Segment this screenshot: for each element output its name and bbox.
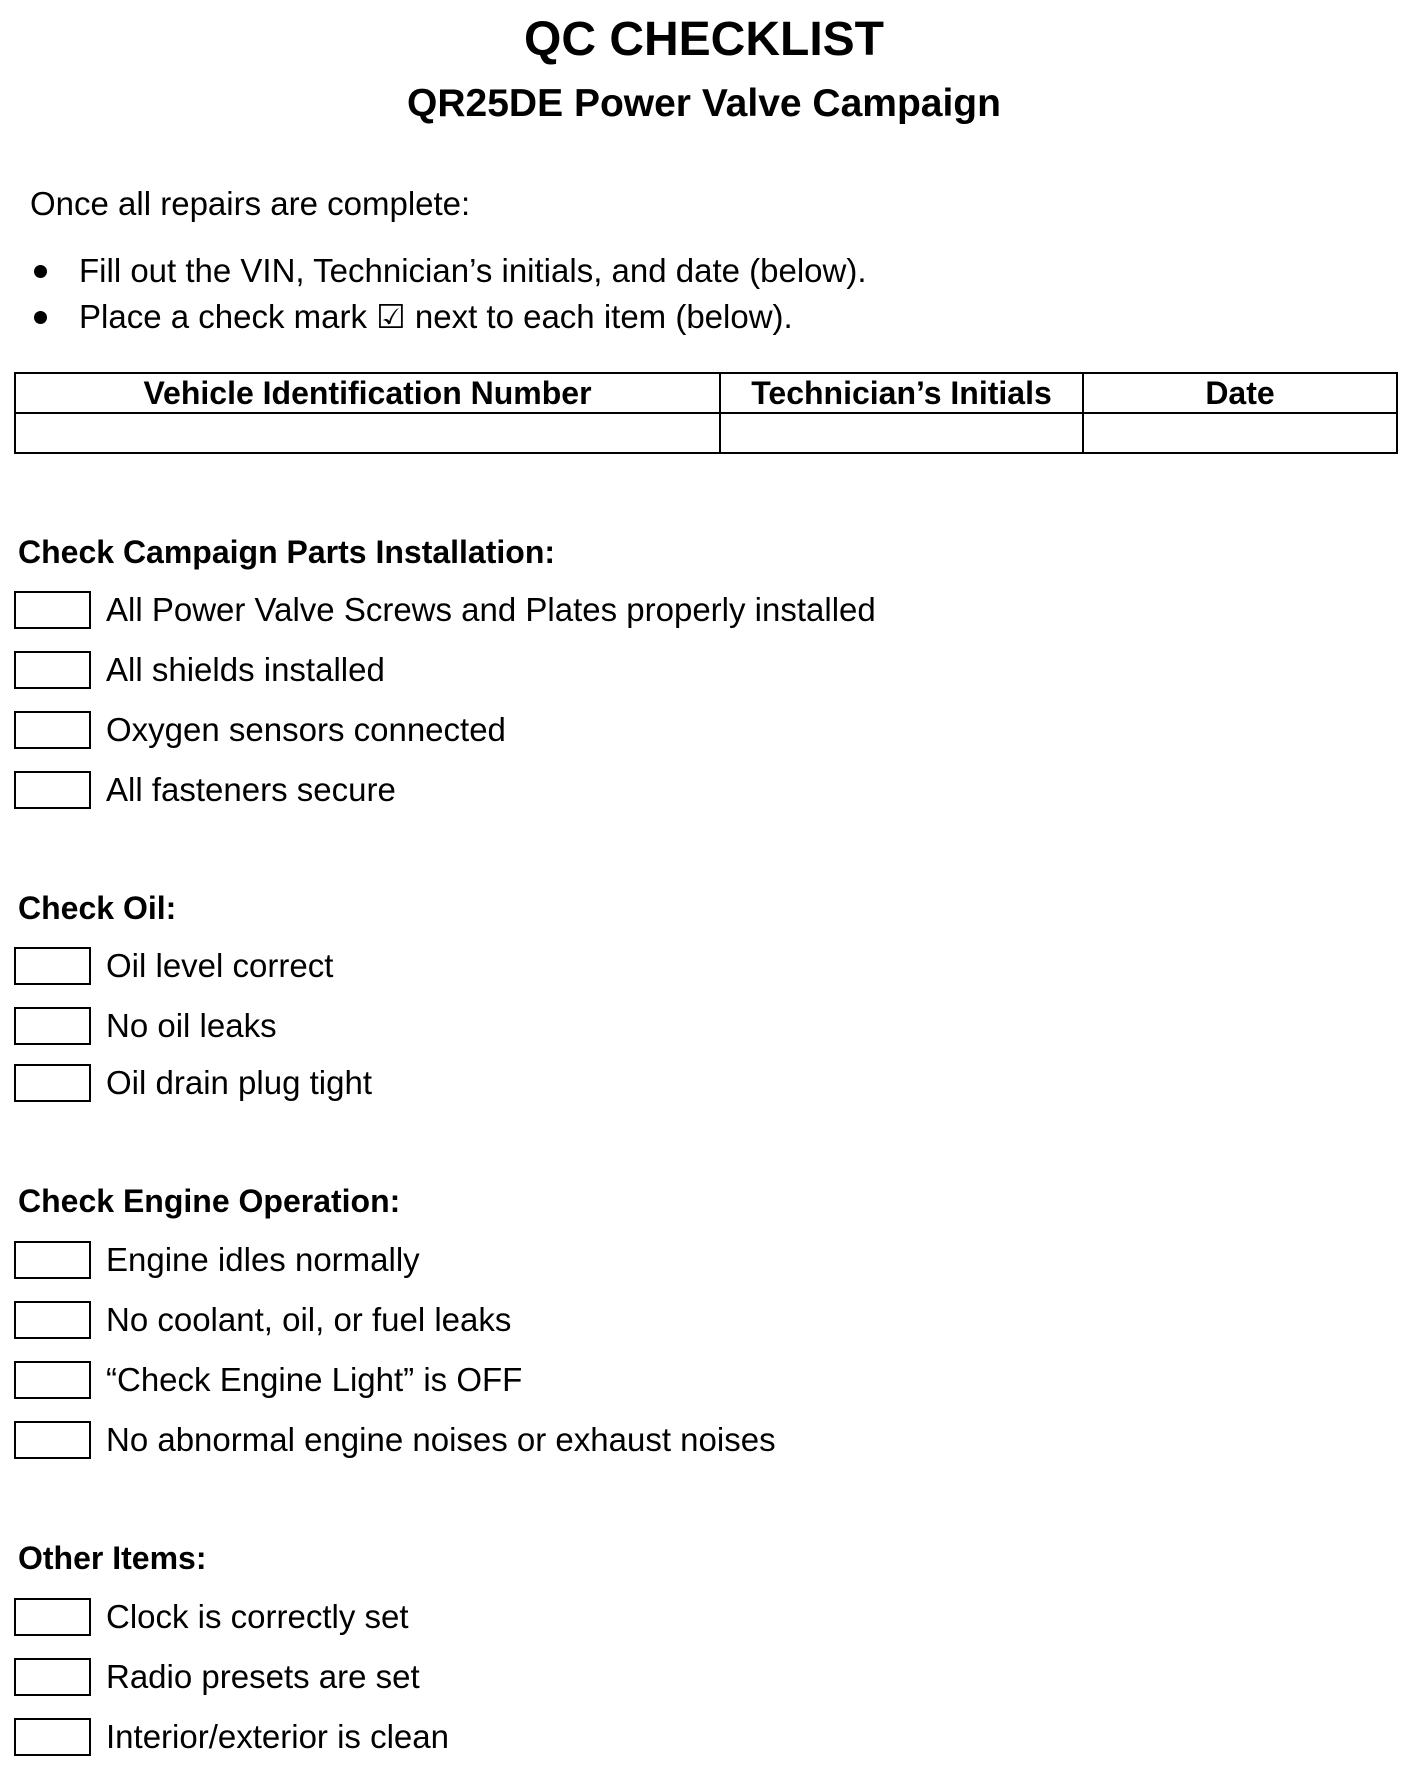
checklist-item-label: Oxygen sensors connected xyxy=(106,711,506,748)
bullet-icon xyxy=(34,311,47,324)
instruction-text: Fill out the VIN, Technician’s initials, and date (below). xyxy=(79,252,867,289)
vin-field[interactable] xyxy=(15,413,720,453)
technician-initials-header: Technician’s Initials xyxy=(720,373,1083,413)
table-header-row xyxy=(15,373,1397,413)
checkbox[interactable] xyxy=(14,1301,91,1339)
checklist-item-label: Radio presets are set xyxy=(106,1658,420,1695)
checkbox[interactable] xyxy=(14,1598,91,1636)
checklist-item-label: Oil level correct xyxy=(106,947,334,984)
checklist-item xyxy=(14,946,333,986)
checklist-item-label: No oil leaks xyxy=(106,1007,277,1044)
checkbox[interactable] xyxy=(14,711,91,749)
checklist-item xyxy=(14,1717,449,1757)
checklist-item-label: Oil drain plug tight xyxy=(106,1064,372,1101)
checklist-item xyxy=(14,650,385,690)
checkbox[interactable] xyxy=(14,1007,91,1045)
checklist-item xyxy=(14,1420,776,1460)
checklist-item-label: “Check Engine Light” is OFF xyxy=(106,1361,523,1398)
checkbox[interactable] xyxy=(14,1241,91,1279)
checklist-item xyxy=(14,1063,372,1103)
checklist-item xyxy=(14,1657,420,1697)
checkbox[interactable] xyxy=(14,1658,91,1696)
checklist-item xyxy=(14,1240,420,1280)
date-header: Date xyxy=(1083,373,1397,413)
checklist-item-label: All fasteners secure xyxy=(106,771,396,808)
instructions-list xyxy=(30,248,867,340)
checkbox[interactable] xyxy=(14,651,91,689)
checklist-item-label: All Power Valve Screws and Plates properly installed xyxy=(106,591,876,628)
checklist-item xyxy=(14,1300,511,1340)
technician-initials-field[interactable] xyxy=(720,413,1083,453)
checklist-item-label: Interior/exterior is clean xyxy=(106,1718,449,1755)
instruction-item xyxy=(30,248,867,294)
checkbox[interactable] xyxy=(14,1718,91,1756)
checklist-item xyxy=(14,1597,409,1637)
instruction-item xyxy=(30,294,867,340)
vehicle-info-table xyxy=(14,372,1398,454)
checklist-item xyxy=(14,1006,277,1046)
checkbox[interactable] xyxy=(14,1361,91,1399)
checklist-item-label: Clock is correctly set xyxy=(106,1598,409,1635)
checkbox[interactable] xyxy=(14,771,91,809)
checklist-item xyxy=(14,710,506,750)
table-row xyxy=(15,413,1397,453)
checkbox[interactable] xyxy=(14,947,91,985)
checklist-item-label: No coolant, oil, or fuel leaks xyxy=(106,1301,512,1338)
section-title-other-items: Other Items: xyxy=(18,1540,207,1576)
page-title: QC CHECKLIST xyxy=(524,13,884,66)
checkbox[interactable] xyxy=(14,1421,91,1459)
date-field[interactable] xyxy=(1083,413,1397,453)
page-subtitle: QR25DE Power Valve Campaign xyxy=(407,82,1001,125)
instructions-intro: Once all repairs are complete: xyxy=(30,185,471,222)
checkbox[interactable] xyxy=(14,591,91,629)
bullet-icon xyxy=(34,265,47,278)
section-title-engine-operation: Check Engine Operation: xyxy=(18,1183,401,1219)
checklist-item-label: No abnormal engine noises or exhaust noises xyxy=(106,1421,776,1458)
checklist-item xyxy=(14,1360,522,1400)
checklist-item-label: Engine idles normally xyxy=(106,1241,420,1278)
section-title-check-oil: Check Oil: xyxy=(18,890,177,926)
vin-header: Vehicle Identification Number xyxy=(15,373,720,413)
section-title-parts-installation: Check Campaign Parts Installation: xyxy=(18,534,556,570)
checkbox[interactable] xyxy=(14,1064,91,1102)
instruction-text: Place a check mark ☑ next to each item (below). xyxy=(79,298,793,335)
checklist-item xyxy=(14,590,876,630)
checklist-item-label: All shields installed xyxy=(106,651,385,688)
checklist-item xyxy=(14,770,396,810)
